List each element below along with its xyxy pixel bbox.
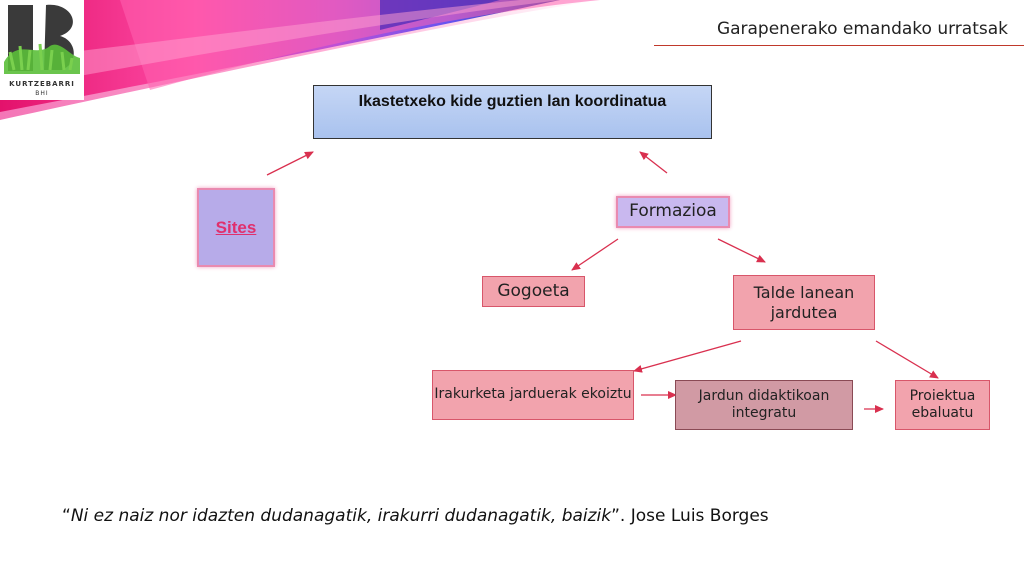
svg-text:BHI: BHI xyxy=(35,90,49,97)
irakurketa-box xyxy=(432,370,634,420)
quote-text: Ni ez naiz nor idazten dudanagatik, irakurri dudanagatik, baizik xyxy=(70,506,612,526)
proiektua-label: Proiektua ebaluatu xyxy=(909,387,976,421)
gogoeta-box xyxy=(482,276,585,307)
main-goal-box xyxy=(313,85,712,139)
arrow-sites-to-main xyxy=(267,152,313,175)
arrow-talde-to-proiektua xyxy=(876,341,938,378)
quote-open: “ xyxy=(62,506,71,526)
svg-text:KURTZEBARRI: KURTZEBARRI xyxy=(9,80,75,88)
sites-box xyxy=(197,188,275,267)
arrow-formazioa-to-gogoeta xyxy=(572,239,618,270)
jardun-didaktikoan-label: Jardun didaktikoan integratu xyxy=(698,387,830,421)
page-title: Garapenerako emandako urratsak xyxy=(716,19,1008,39)
title-underline xyxy=(654,45,1024,46)
talde-lanean-box xyxy=(733,275,875,330)
arrow-formazioa-to-main xyxy=(640,152,667,173)
jardun-didaktikoan-box xyxy=(675,380,853,430)
gogoeta-label: Gogoeta xyxy=(497,280,570,301)
talde-lanean-label: Talde lanean jardutea xyxy=(753,282,855,322)
main-goal-label: Ikastetxeko kide guztien lan koordinatua xyxy=(358,93,667,110)
quote-close: ”. Jose Luis Borges xyxy=(611,506,769,526)
borges-quote xyxy=(62,506,769,526)
sites-link[interactable]: Sites xyxy=(215,217,257,237)
irakurketa-label: Irakurketa jarduerak ekoiztu xyxy=(434,386,632,403)
arrow-formazioa-to-talde xyxy=(718,239,765,262)
formazioa-box xyxy=(616,196,730,228)
formazioa-label: Formazioa xyxy=(629,201,717,222)
proiektua-box xyxy=(895,380,990,430)
arrow-talde-to-irakurketa xyxy=(634,341,741,371)
school-logo xyxy=(0,0,84,100)
